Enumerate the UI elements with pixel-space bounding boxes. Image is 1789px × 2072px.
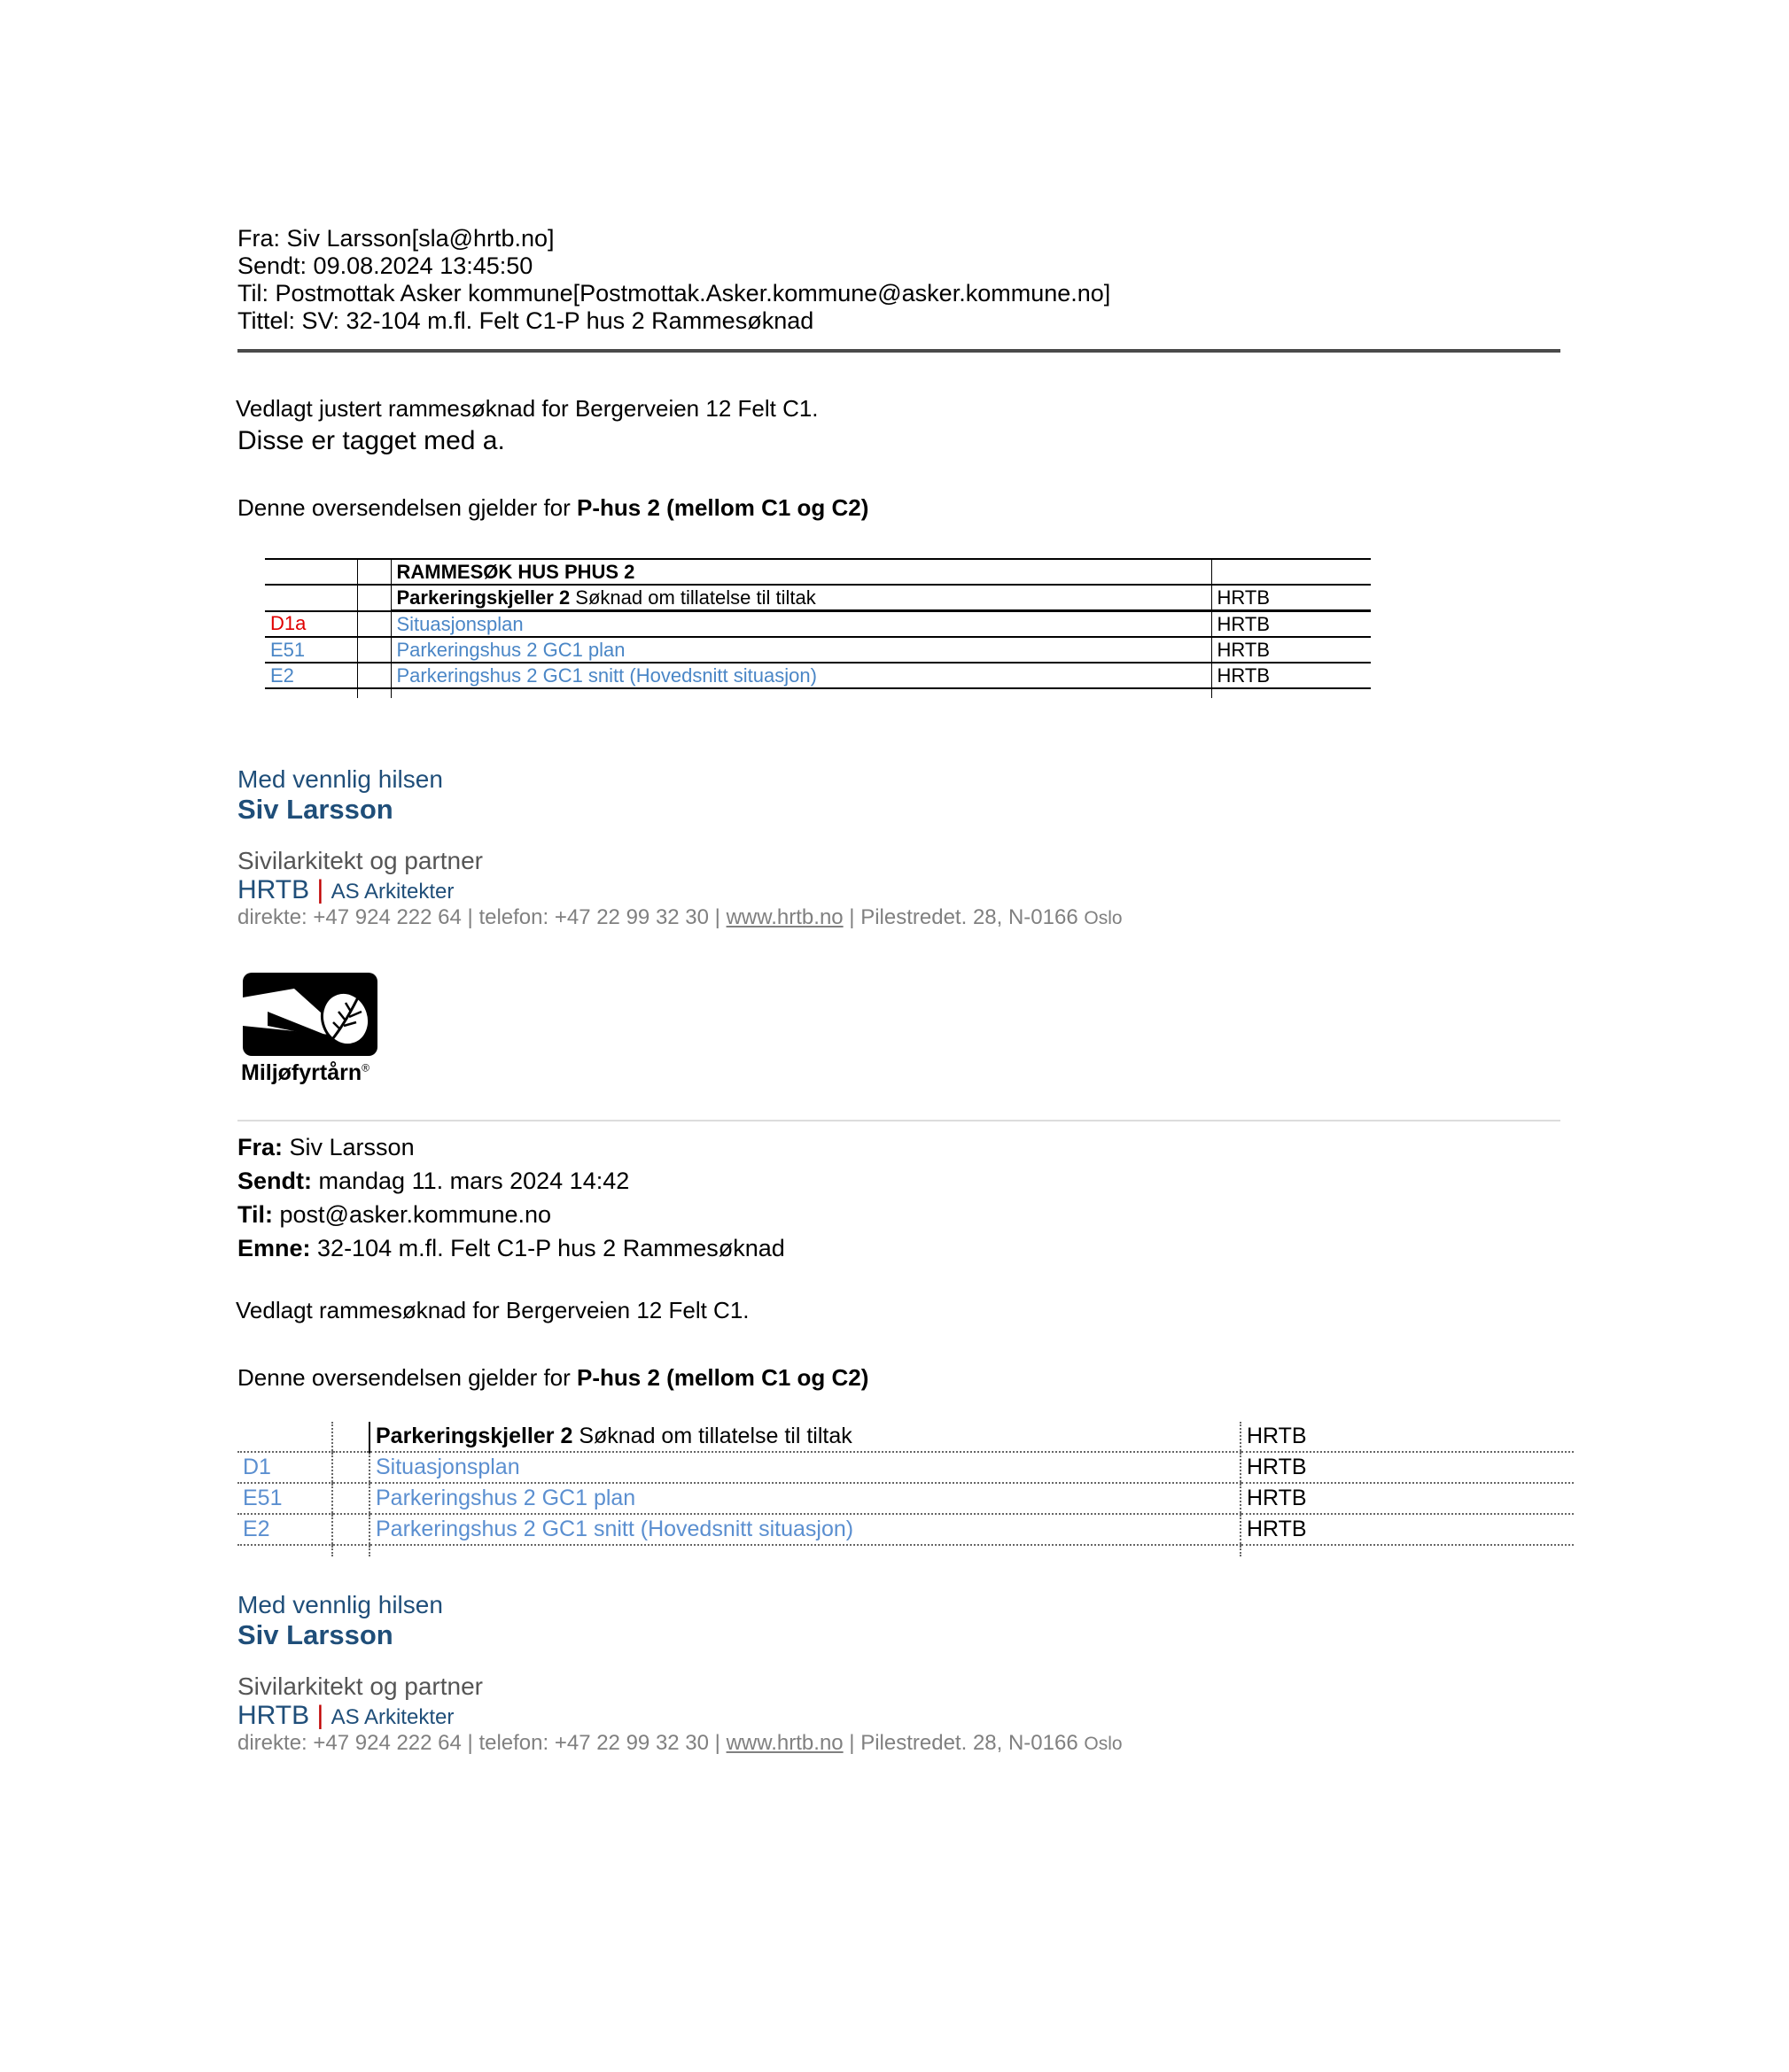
attachment-link[interactable]: Parkeringshus 2 GC1 plan: [391, 637, 1211, 663]
body-line-3-prefix: Denne oversendelsen gjelder for: [237, 494, 578, 521]
table-row: D1 Situasjonsplan HRTB: [237, 1452, 1574, 1483]
signature-name: Siv Larsson: [237, 1619, 393, 1650]
table-row: Parkeringskjeller 2 Søknad om tillatelse til tiltak HRTB: [237, 1422, 1574, 1452]
document-table-2: [237, 1422, 1574, 1556]
signature-1: [237, 765, 1123, 930]
website-link[interactable]: www.hrtb.no: [726, 1731, 844, 1755]
lighthouse-leaf-icon: [241, 971, 379, 1058]
quote-separator: [237, 1120, 1560, 1121]
table-row: Parkeringskjeller 2 Søknad om tillatelse til tiltak HRTB: [265, 585, 1371, 611]
body-line-3: [237, 494, 868, 522]
body-line-3-bold: P-hus 2 (mellom C1 og C2): [577, 494, 869, 521]
signature-title: Sivilarkitekt og partner: [237, 1672, 484, 1700]
table-row: E2 Parkeringshus 2 GC1 snitt (Hovedsnitt situasjon) HRTB: [237, 1514, 1574, 1545]
signature-contact: direkte: +47 924 222 64 | telefon: +47 22 99 32 30 | www.hrtb.no | Pilestredet. 28, N-0166 Oslo: [237, 1731, 1123, 1755]
signature-firm: HRTB | AS Arkitekter: [237, 875, 455, 904]
header-divider: [237, 349, 1560, 353]
signature-firm: HRTB | AS Arkitekter: [237, 1701, 455, 1730]
header-from: Fra: Siv Larsson[sla@hrtb.no]: [237, 225, 555, 252]
email-header: [237, 225, 1110, 335]
signature-name: Siv Larsson: [237, 794, 393, 825]
table-row: E2 Parkeringshus 2 GC1 snitt (Hovedsnitt situasjon) HRTB: [265, 663, 1371, 688]
signature-greeting: Med vennlig hilsen: [237, 765, 443, 793]
body-line-2: Disse er tagget med a.: [237, 426, 505, 455]
signature-title: Sivilarkitekt og partner: [237, 847, 484, 874]
document-table-1: [265, 558, 1371, 698]
quoted-body-line-1: Vedlagt rammesøknad for Bergerveien 12 Felt C1.: [236, 1297, 750, 1323]
header-sent: Sendt: 09.08.2024 13:45:50: [237, 252, 533, 279]
attachment-link[interactable]: Parkeringshus 2 GC1 snitt (Hovedsnitt situasjon): [391, 663, 1211, 688]
header-subject: Tittel: SV: 32-104 m.fl. Felt C1-P hus 2 Rammesøknad: [237, 307, 814, 334]
table-title: RAMMESØK HUS PHUS 2: [391, 559, 1211, 585]
attachment-link[interactable]: Parkeringshus 2 GC1 snitt (Hovedsnitt situasjon): [369, 1514, 1241, 1545]
miljofyrtarn-logo: [241, 971, 383, 1086]
logo-text: Miljøfyrtårn®: [241, 1060, 369, 1085]
body-line-1: Vedlagt justert rammesøknad for Bergerveien 12 Felt C1.: [236, 395, 819, 422]
attachment-link[interactable]: Situasjonsplan: [391, 611, 1211, 638]
signature-contact: direkte: +47 924 222 64 | telefon: +47 22 99 32 30 | www.hrtb.no | Pilestredet. 28, N-0166 Oslo: [237, 905, 1123, 929]
quoted-header: Fra: Siv Larsson Sendt: mandag 11. mars 2024 14:42 Til: post@asker.kommune.no Emne: 32-104 m.fl. Felt C1-P hus 2 Rammesøknad: [237, 1134, 785, 1261]
signature-greeting: Med vennlig hilsen: [237, 1591, 443, 1618]
attachment-link[interactable]: Situasjonsplan: [369, 1452, 1241, 1483]
table-row: D1a Situasjonsplan HRTB: [265, 611, 1371, 638]
website-link[interactable]: www.hrtb.no: [726, 905, 844, 929]
table-row: E51 Parkeringshus 2 GC1 plan HRTB: [265, 637, 1371, 663]
quoted-body-line-2: Denne oversendelsen gjelder for P-hus 2 (mellom C1 og C2): [237, 1364, 869, 1391]
signature-2: [237, 1591, 1123, 1756]
attachment-link[interactable]: Parkeringshus 2 GC1 plan: [369, 1483, 1241, 1514]
table-row: E51 Parkeringshus 2 GC1 plan HRTB: [237, 1483, 1574, 1514]
header-to: Til: Postmottak Asker kommune[Postmottak.Asker.kommune@asker.kommune.no]: [237, 280, 1111, 307]
table-row: [265, 559, 1371, 585]
